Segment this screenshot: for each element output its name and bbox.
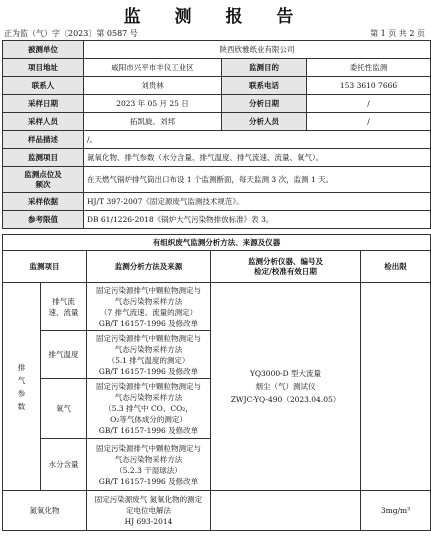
info-table <box>2 40 431 229</box>
method-moist-l4: GB/T 16157-1996 及修改单 <box>98 476 199 486</box>
method-moist-l2: 气态污染物采样方法 <box>114 454 183 464</box>
methods-section-title: 有组织废气监测分析方法、来源及仪器 <box>3 235 431 251</box>
sampler-value: 拓凯旋、刘邦 <box>84 113 222 131</box>
method-flow-l2: 气态污染物采样方法 <box>114 296 183 306</box>
phone-label: 联系电话 <box>222 77 307 95</box>
sample-desc-value: /。 <box>84 131 431 149</box>
contact-value: 刘贵林 <box>84 77 222 95</box>
method-flow-l4: GB/T 16157-1996 及修改单 <box>98 318 199 328</box>
method-oxygen <box>87 379 211 439</box>
method-nox-l2: 定电位电解法 <box>126 506 171 515</box>
col-limit-header: 检出限 <box>361 251 431 283</box>
item-flow-line2: 速、流量 <box>48 307 79 317</box>
analysis-date-label: 分析日期 <box>222 95 307 113</box>
limit-nox: 3mg/m³ <box>361 491 431 531</box>
item-temperature: 排气温度 <box>41 331 87 379</box>
analysis-date-value: / <box>307 95 431 113</box>
points-value: 在天燃气锅炉排气筒出口布设 1 个监测断面，每天监测 3 次，监测 1 天。 <box>84 167 431 193</box>
col-item-header: 监测项目 <box>3 251 87 283</box>
col-instrument-line1: 监测分析仪器、编号及 <box>248 256 323 266</box>
method-temp-l2: 气态污染物采样方法 <box>114 344 183 354</box>
methods-table <box>2 234 431 531</box>
method-o2-l4: GB/T 16157-1996 及修改单 <box>98 426 199 435</box>
item-oxygen: 氧气 <box>41 379 87 439</box>
item-nox: 氮氧化物 <box>3 491 87 531</box>
col-method-header: 监测分析方法及来源 <box>87 251 211 283</box>
method-flow <box>87 283 211 331</box>
method-moist-l1: 固定污染源排气中颗粒物测定与 <box>96 443 201 453</box>
sample-desc-label: 样品描述 <box>3 131 84 149</box>
analyst-value: / <box>307 113 431 131</box>
method-o2-l3: （5.3 排气中 CO、CO₂， <box>104 404 193 413</box>
method-o2-l1: 固定污染源排气中颗粒物测定与 <box>96 382 201 391</box>
instrument-line1: YQ3000-D 型大流量 <box>249 369 322 378</box>
sampling-date-label: 采样日期 <box>3 95 84 113</box>
method-nox-l3: HJ 693-2014 <box>124 517 173 526</box>
basis-value: HJ/T 397-2007《固定源废气监测技术规范》。 <box>84 193 431 211</box>
analyst-label: 分析人员 <box>222 113 307 131</box>
col-instrument-line2: 检定/校准有效日期 <box>254 266 317 276</box>
reference-value: DB 61/1226-2018《锅炉大气污染物排放标准》表 3。 <box>84 211 431 229</box>
address-label: 项目地址 <box>3 59 84 77</box>
basis-label: 采样依据 <box>3 193 84 211</box>
report-title: 监 测 报 告 <box>123 7 308 27</box>
method-temp-l1: 固定污染源排气中颗粒物测定与 <box>96 333 201 343</box>
instrument-cell <box>211 283 361 491</box>
items-label: 监测项目 <box>3 149 84 167</box>
points-label <box>3 167 84 193</box>
method-nox <box>87 491 211 531</box>
address-value: 咸阳市兴平市丰仪工业区 <box>84 59 222 77</box>
items-value: 氮氧化物、排气参数（水分含量、排气温度、排气流速、流量、氧气）。 <box>84 149 431 167</box>
method-temp-l4: GB/T 16157-1996 及修改单 <box>98 366 199 376</box>
method-moisture <box>87 439 211 491</box>
limit-empty-cell <box>361 283 431 491</box>
item-moisture: 水分含量 <box>41 439 87 491</box>
client-value: 陕西欣雅纸业有限公司 <box>84 41 431 59</box>
method-temperature <box>87 331 211 379</box>
method-moist-l3: （5.2.3 干湿球法） <box>115 465 182 475</box>
group-label: 排气参数 <box>17 362 26 411</box>
points-label-line2: 频次 <box>35 179 51 189</box>
sampling-date-value: 2023 年 05 月 25 日 <box>84 95 222 113</box>
client-label: 被测单位 <box>3 41 84 59</box>
group-exhaust-params <box>3 283 41 491</box>
sampler-label: 采样人员 <box>3 113 84 131</box>
page-indicator: 第 1 页 共 2 页 <box>370 29 425 38</box>
instrument-line3: ZWJC-YQ-490（2023.04.05） <box>230 395 341 404</box>
report-number: 正为监（气）字〔2023〕第 0587 号 <box>4 29 138 38</box>
col-instrument-header <box>211 251 361 283</box>
method-temp-l3: （5.1 排气温度的测定） <box>107 355 190 365</box>
instrument-nox-empty <box>211 491 361 531</box>
method-flow-l3: （7 排气流速、流量的测定） <box>99 307 198 317</box>
purpose-value: 委托性监测 <box>307 59 431 77</box>
instrument-line2: 烟尘（气）测试仪 <box>255 382 316 391</box>
points-label-line1: 监测点位及 <box>24 169 62 179</box>
method-o2-l3b: O₂等气体成分的测定） <box>110 415 187 424</box>
item-flow-line1: 排气流 <box>52 296 75 306</box>
method-flow-l1: 固定污染源排气中颗粒物测定与 <box>96 285 201 295</box>
item-flow <box>41 283 87 331</box>
reference-label: 参考限值 <box>3 211 84 229</box>
method-nox-l1: 固定污染源废气 氮氧化物的测定 <box>94 495 203 504</box>
method-o2-l2: 气态污染物采样方法 <box>114 393 183 402</box>
contact-label: 联系人 <box>3 77 84 95</box>
purpose-label: 监测目的 <box>222 59 307 77</box>
phone-value: 153 3610 7666 <box>307 77 431 95</box>
